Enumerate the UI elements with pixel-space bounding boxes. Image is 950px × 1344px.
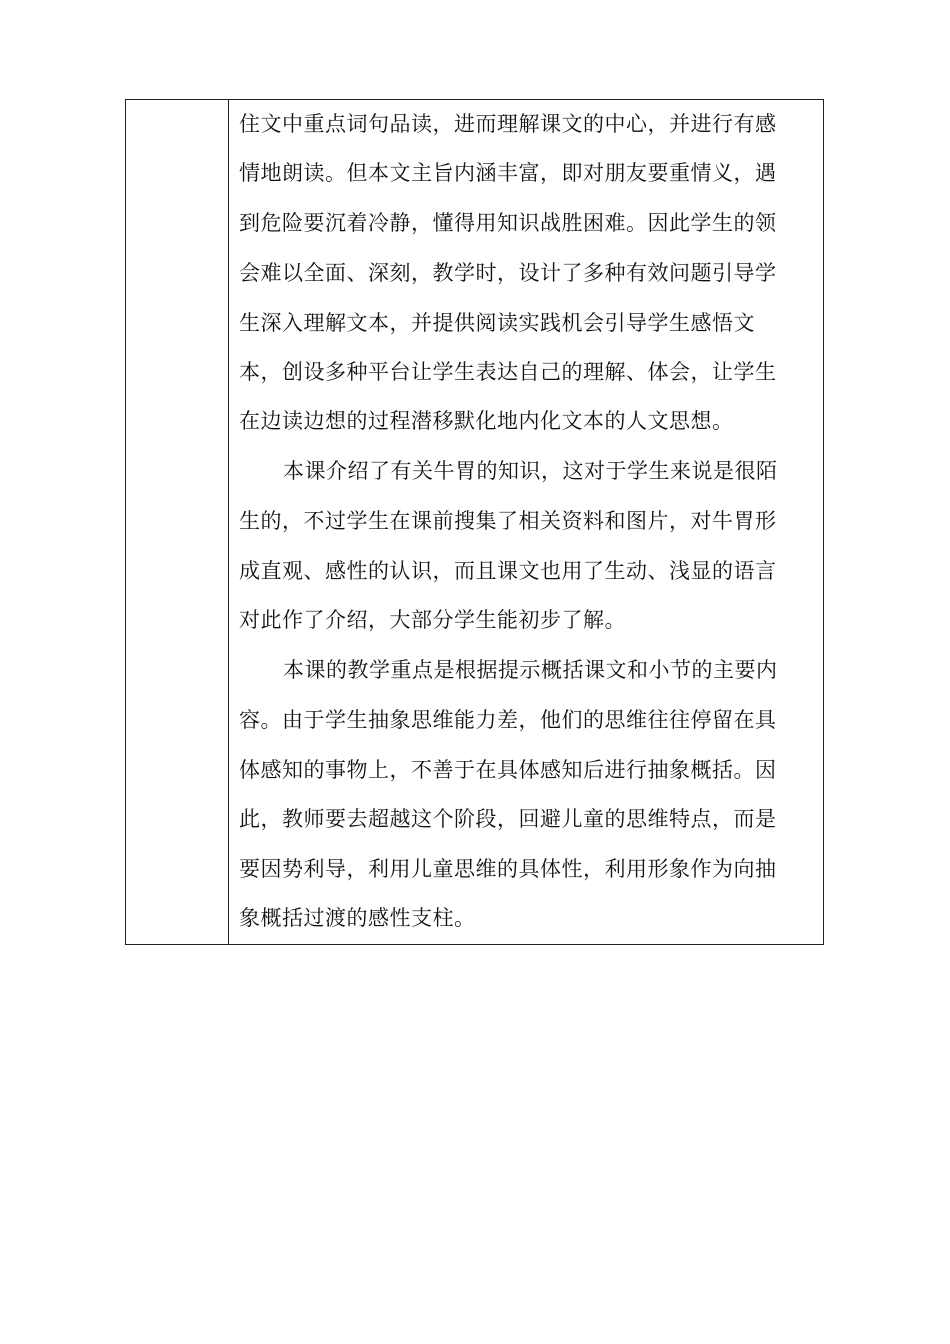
paragraph-2-line-4: 对此作了介绍，大部分学生能初步了解。 (239, 608, 626, 632)
paragraph-2-line-2: 生的，不过学生在课前搜集了相关资料和图片，对牛胃形 (239, 509, 777, 533)
table-content-cell (229, 100, 823, 944)
paragraph-1-line-6: 本，创设多种平台让学生表达自己的理解、体会，让学生 (239, 360, 777, 384)
paragraph-3-line-2: 容。由于学生抽象思维能力差，他们的思维往往停留在具 (239, 708, 777, 732)
paragraph-2-line-3: 成直观、感性的认识，而且课文也用了生动、浅显的语言 (239, 559, 777, 583)
paragraph-1-line-2: 情地朗读。但本文主旨内涵丰富，即对朋友要重情义，遇 (239, 161, 777, 185)
paragraph-3-line-4: 此，教师要去超越这个阶段，回避儿童的思维特点，而是 (239, 807, 777, 831)
paragraph-3-line-3: 体感知的事物上，不善于在具体感知后进行抽象概括。因 (239, 758, 777, 782)
paragraph-3-line-1: 本课的教学重点是根据提示概括课文和小节的主要内 (283, 658, 778, 682)
table-left-column (126, 100, 229, 944)
paragraph-1-line-4: 会难以全面、深刻，教学时，设计了多种有效问题引导学 (239, 261, 777, 285)
paragraph-1-line-7: 在边读边想的过程潜移默化地内化文本的人文思想。 (239, 409, 734, 433)
paragraph-1-line-5: 生深入理解文本，并提供阅读实践机会引导学生感悟文 (239, 311, 755, 335)
paragraph-1-line-1: 住文中重点词句品读，进而理解课文的中心，并进行有感 (239, 112, 777, 136)
document-table (125, 99, 824, 945)
paragraph-2-line-1: 本课介绍了有关牛胃的知识，这对于学生来说是很陌 (283, 459, 778, 483)
paragraph-3-line-6: 象概括过渡的感性支柱。 (239, 906, 476, 930)
paragraph-3-line-5: 要因势利导，利用儿童思维的具体性，利用形象作为向抽 (239, 857, 777, 881)
paragraph-1-line-3: 到危险要沉着冷静，懂得用知识战胜困难。因此学生的领 (239, 211, 777, 235)
